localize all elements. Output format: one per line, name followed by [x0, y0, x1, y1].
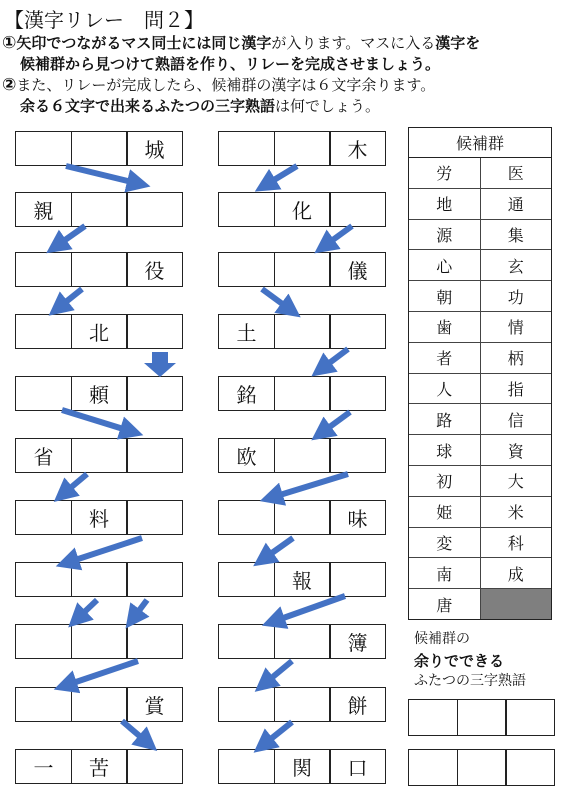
candidate-cell: 心: [436, 256, 453, 276]
relay-cell[interactable]: 親: [15, 192, 72, 227]
candidate-cell: 集: [480, 220, 552, 250]
answer-cell[interactable]: [457, 699, 507, 736]
candidate-row: [409, 404, 551, 435]
candidate-cell: 功: [480, 281, 552, 311]
relay-cell[interactable]: 口: [329, 749, 386, 784]
candidate-cell: 科: [480, 528, 552, 558]
candidate-table: [408, 127, 552, 620]
instruction-text: 漢字を: [435, 34, 481, 52]
answer-cell[interactable]: [505, 699, 555, 736]
answer-cell[interactable]: [408, 699, 458, 736]
answer-row-2: [408, 749, 554, 786]
answer-row-1: [408, 699, 554, 736]
relay-cell[interactable]: 銘: [218, 376, 275, 411]
candidate-cell: 南: [436, 564, 453, 584]
candidate-cell: 者: [436, 349, 453, 369]
candidate-row: [409, 220, 551, 251]
relay-cell[interactable]: 省: [15, 438, 72, 473]
candidate-cell: 大: [480, 466, 552, 496]
answer-cell[interactable]: [457, 749, 507, 786]
candidate-cell: 資: [480, 435, 552, 465]
page-title: 【漢字リレー 問２】: [4, 8, 204, 32]
candidate-cell: 路: [436, 410, 453, 430]
candidate-row: [409, 558, 551, 589]
candidate-row: [409, 158, 551, 189]
relay-arrow: [262, 289, 292, 311]
candidate-cell: 球: [436, 441, 453, 461]
candidate-row: [409, 589, 551, 619]
candidate-cell: 情: [480, 312, 552, 342]
relay-arrow: [264, 166, 297, 186]
candidate-cell: 指: [480, 374, 552, 404]
instruction-number: ②: [2, 75, 17, 95]
candidate-cell: 医: [480, 158, 552, 188]
relay-arrow: [62, 410, 133, 432]
relay-cell[interactable]: 料: [71, 500, 128, 535]
candidate-row: [409, 435, 551, 466]
candidate-cell: 通: [480, 189, 552, 219]
relay-cell[interactable]: 頼: [71, 376, 128, 411]
instruction-text: 矢印でつながるマス同士には同じ漢字: [16, 34, 272, 52]
instruction-text: は何でしょう。: [275, 97, 381, 115]
relay-cell[interactable]: 木: [329, 131, 386, 166]
note-line-1: 候補群の: [414, 631, 470, 647]
relay-arrow: [66, 538, 142, 563]
relay-arrow: [57, 289, 82, 309]
relay-arrow: [320, 412, 350, 434]
relay-cell[interactable]: 簿: [329, 624, 386, 659]
candidate-header: 候補群: [409, 128, 551, 158]
relay-arrow: [263, 661, 292, 685]
relay-cell[interactable]: 味: [329, 500, 386, 535]
instruction-text: 候補群から見つけて熟語を作り、リレーを完成させましょう。: [20, 55, 441, 73]
candidate-row: [409, 466, 551, 497]
answer-cell[interactable]: [505, 749, 555, 786]
candidate-cell: 労: [436, 164, 453, 184]
relay-arrow-down: [144, 352, 176, 377]
relay-cell[interactable]: 餅: [329, 687, 386, 722]
relay-arrow: [270, 474, 348, 498]
relay-arrow: [320, 349, 348, 370]
candidate-row: [409, 312, 551, 343]
note-line-2: 余りでできる: [414, 652, 505, 670]
candidate-cell: 米: [480, 497, 552, 527]
answer-cell[interactable]: [408, 749, 458, 786]
candidate-cell: 初: [436, 472, 453, 492]
instruction-text: また、リレーが完成したら、候補群の漢字は６文字余ります。: [16, 76, 436, 94]
relay-cell[interactable]: 土: [218, 314, 275, 349]
candidate-row: [409, 343, 551, 374]
candidate-row: [409, 497, 551, 528]
relay-cell[interactable]: 報: [274, 562, 331, 597]
instruction-number: ①: [2, 33, 17, 53]
candidate-row: [409, 189, 551, 220]
relay-cell[interactable]: 儀: [329, 252, 386, 287]
relay-arrow: [262, 538, 293, 560]
candidate-cell: 信: [480, 404, 552, 434]
candidate-cell: 唐: [436, 595, 453, 615]
candidate-blank-cell: [480, 589, 552, 619]
candidate-cell: 成: [480, 558, 552, 588]
relay-cell[interactable]: 欧: [218, 438, 275, 473]
candidate-row: [409, 528, 551, 559]
candidate-cell: 朝: [436, 287, 453, 307]
relay-cell[interactable]: 城: [126, 131, 183, 166]
relay-cell[interactable]: 関: [274, 749, 331, 784]
instruction-text: が入ります。マスに入る: [271, 34, 436, 52]
relay-arrow: [272, 596, 345, 622]
relay-arrow: [323, 226, 352, 247]
relay-cell[interactable]: 役: [126, 252, 183, 287]
candidate-cell: 人: [436, 379, 453, 399]
note-line-3: ふたつの三字熟語: [414, 673, 526, 689]
instruction-text: 余る６文字で出来るふたつの三字熟語: [20, 97, 276, 115]
relay-arrow: [64, 661, 138, 686]
relay-arrow: [132, 600, 147, 620]
relay-arrow: [262, 722, 292, 746]
candidate-cell: 地: [436, 195, 453, 215]
candidate-row: [409, 250, 551, 281]
candidate-cell: 源: [436, 225, 453, 245]
candidate-cell: 柄: [480, 343, 552, 373]
candidate-cell: 歯: [436, 318, 453, 338]
relay-arrow: [66, 166, 140, 184]
relay-arrow: [62, 474, 87, 495]
candidate-cell: 姫: [436, 503, 453, 523]
relay-arrow: [76, 600, 97, 620]
relay-cell[interactable]: 一: [15, 749, 72, 784]
candidate-row: [409, 374, 551, 405]
relay-arrow: [55, 226, 85, 247]
candidate-cell: 玄: [480, 250, 552, 280]
relay-cell[interactable]: 北: [71, 314, 128, 349]
relay-arrow: [122, 721, 149, 744]
candidate-cell: 変: [436, 533, 453, 553]
relay-cell[interactable]: 賞: [126, 687, 183, 722]
relay-cell[interactable]: 化: [274, 192, 331, 227]
candidate-row: [409, 281, 551, 312]
relay-cell[interactable]: 苦: [71, 749, 128, 784]
